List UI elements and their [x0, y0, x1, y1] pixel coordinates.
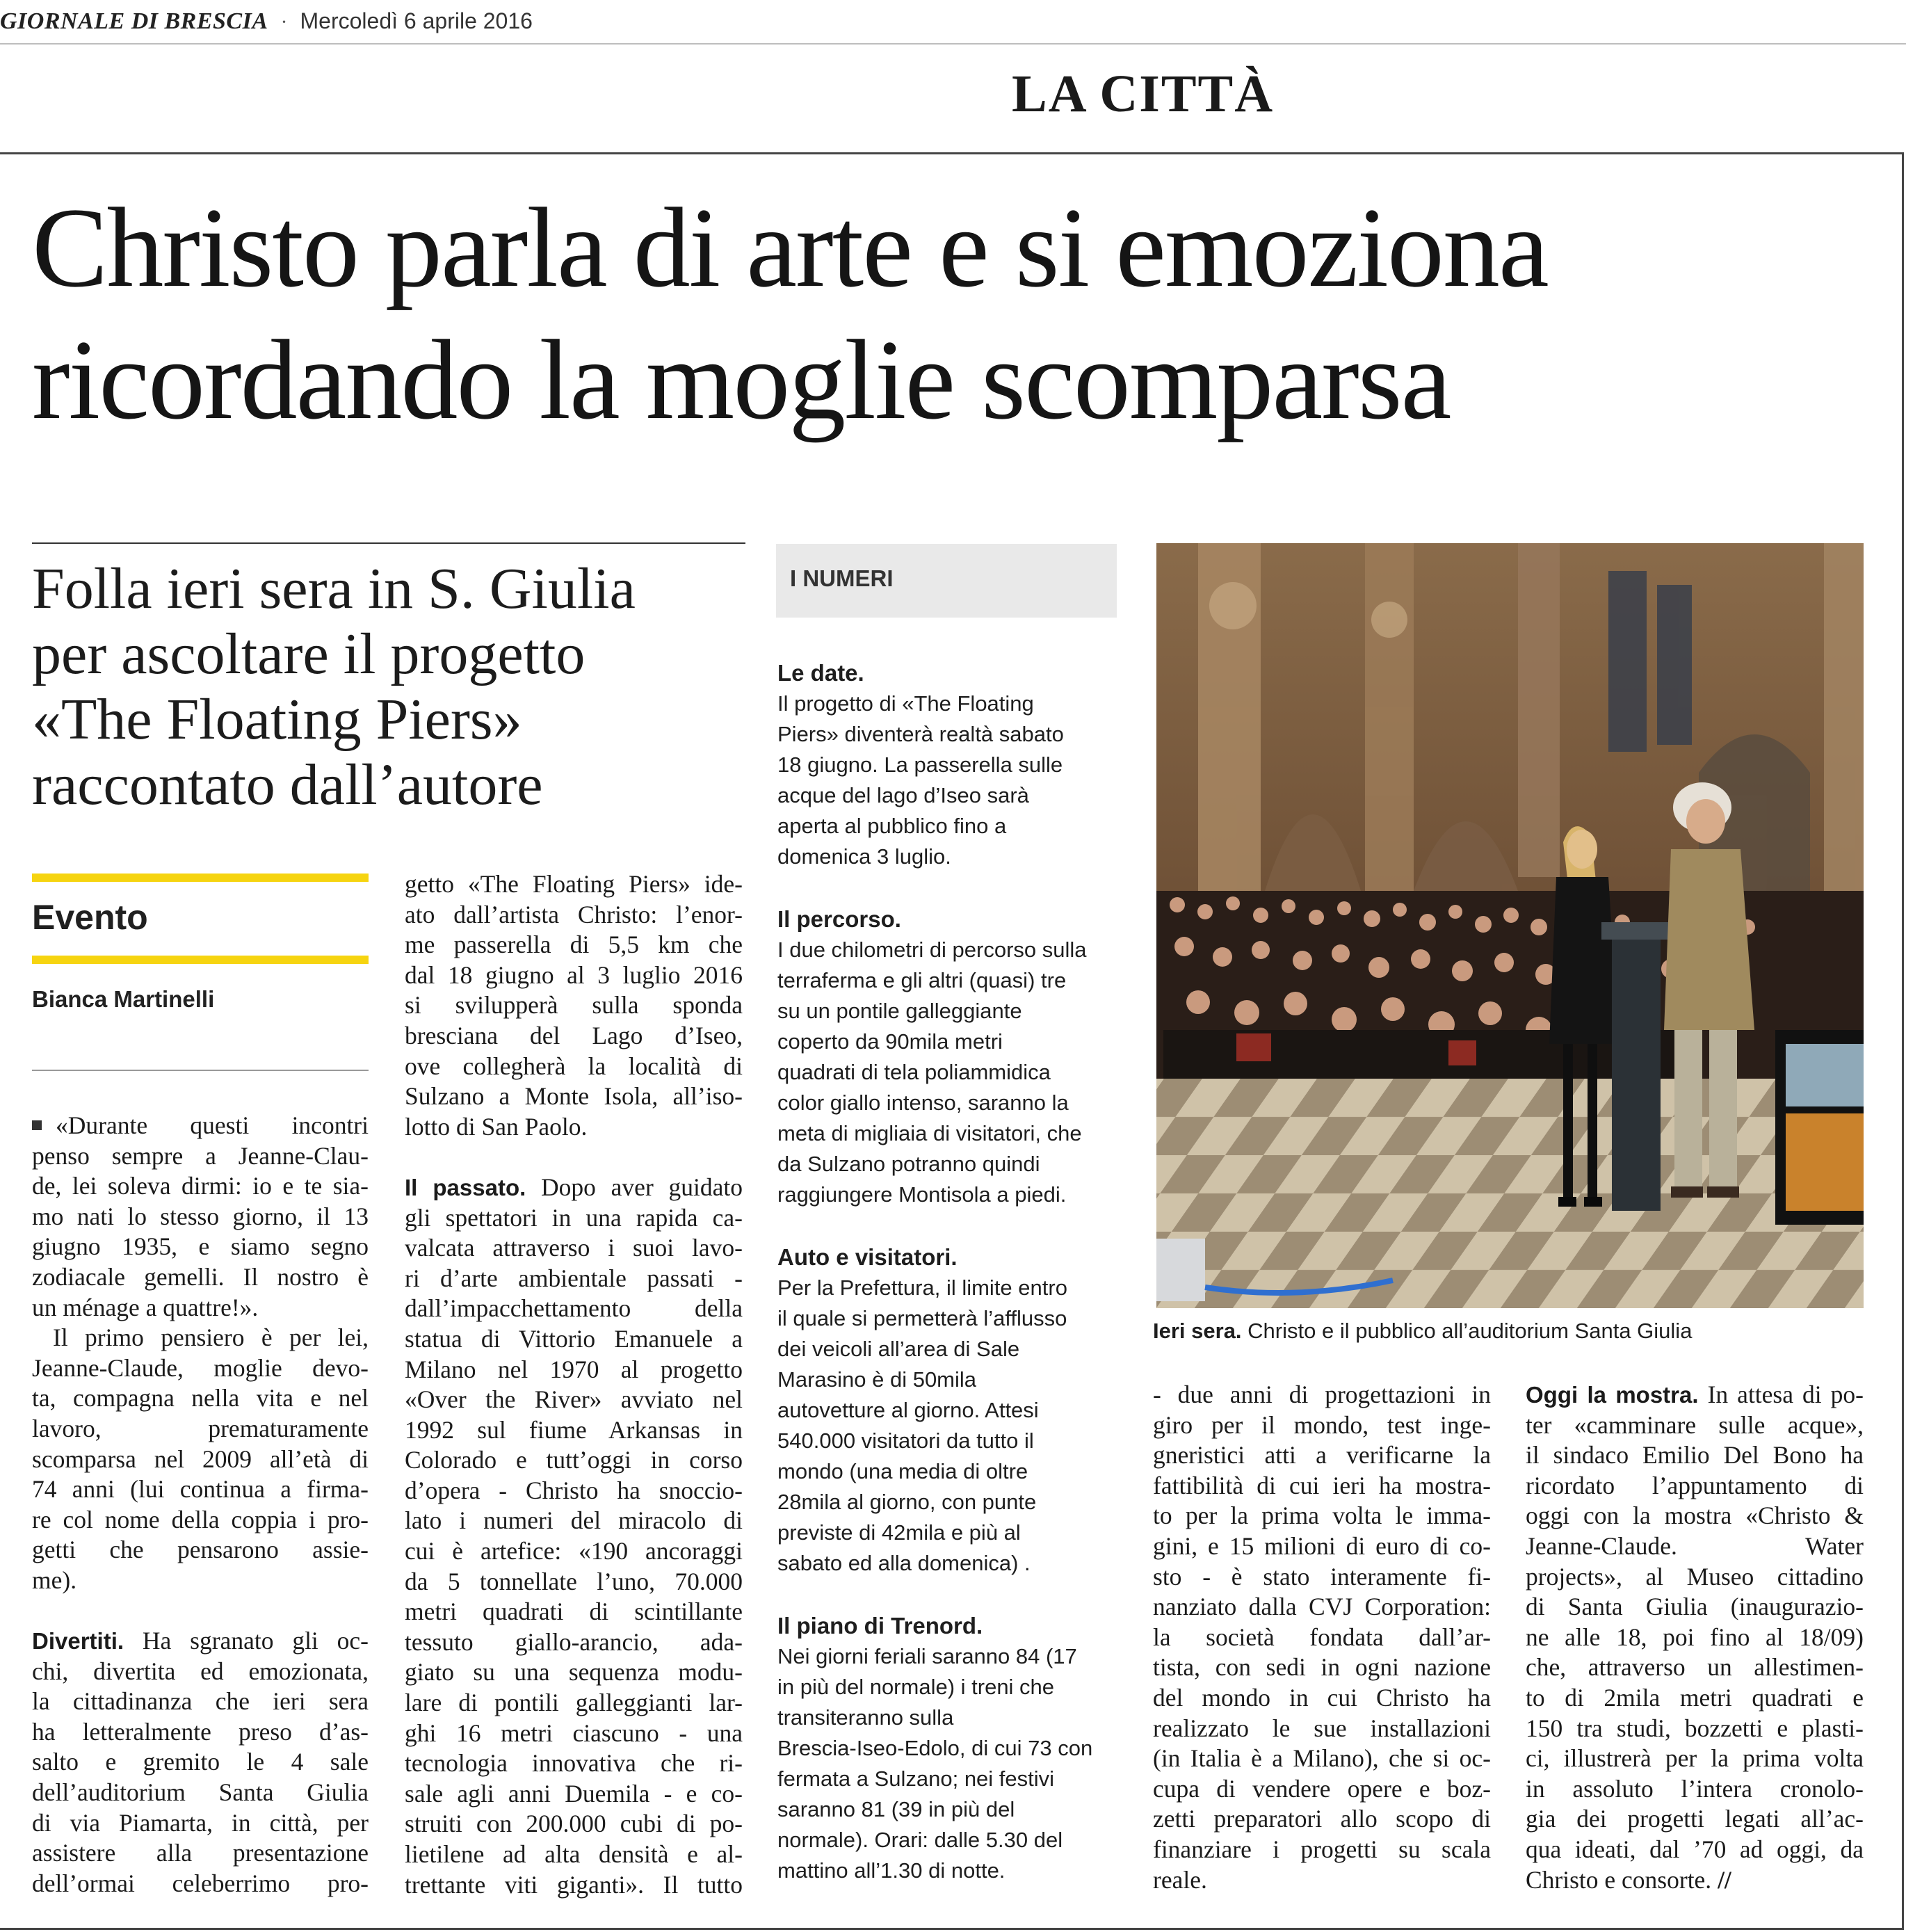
end-mark: // [1711, 1865, 1731, 1894]
text-line: Sulzano a Monte Isola, all’iso- [405, 1082, 743, 1111]
numbers-heading: Il percorso. [777, 906, 901, 932]
text-line: oggi con la mostra «Christo & [1526, 1502, 1864, 1530]
text-line: «Over the River» avviato nel [405, 1385, 743, 1414]
numbers-line: 18 giugno. La passerella sulle [777, 752, 1063, 777]
numbers-line: meta di migliaia di visitatori, che [777, 1121, 1082, 1145]
text-line: d’opera - Christo ha snoccio- [405, 1476, 743, 1504]
text-line: «Durante questi incontri [32, 1111, 369, 1141]
text-line: Divertiti. Ha sgranato gli oc- [32, 1627, 369, 1655]
text-line: dall’impacchettamento della [405, 1294, 743, 1323]
text-line: realizzato le sue installazioni [1153, 1714, 1491, 1742]
numbers-line: 540.000 visitatori da tutto il [777, 1428, 1034, 1453]
article-column-1 [32, 1111, 369, 1899]
text-line: ri d’arte ambientale passati - [405, 1264, 743, 1292]
text-line: me). [32, 1565, 77, 1594]
text-line: si svilupperà sulla sponda [405, 991, 743, 1020]
text-line: chi, divertita ed emozionata, [32, 1657, 369, 1685]
text-line: che, attraverso un allestimen- [1526, 1653, 1864, 1682]
subheadline-line: raccontato dall’autore [32, 752, 543, 817]
numbers-line: quadrati di tela poliammidica [777, 1060, 1051, 1084]
numbers-line: transiteranno sulla [777, 1705, 954, 1730]
bullet-square-icon [32, 1120, 42, 1130]
text-line: finanziare i progetti su scala [1153, 1835, 1491, 1863]
text-line: lato i numeri del miracolo di [405, 1506, 743, 1535]
numbers-line: Piers» diventerà realtà sabato [777, 722, 1064, 746]
numbers-line: Per la Prefettura, il limite entro [777, 1275, 1067, 1300]
text-line: gia dei progetti legati all’ac- [1526, 1805, 1864, 1833]
numbers-line: Brescia-Iseo-Edolo, di cui 73 con [777, 1736, 1093, 1760]
text-line: sale agli anni Duemila - e co- [405, 1779, 743, 1808]
numbers-line: terraferma e gli altri (quasi) tre [777, 968, 1067, 992]
text-line: scomparsa nel 2009 all’età di [32, 1444, 369, 1473]
text-line: giro per il mondo, test inge- [1153, 1410, 1491, 1439]
subheadline-rule [32, 542, 745, 544]
text-line: cupa di vendere opere e boz- [1153, 1774, 1491, 1803]
newspaper-name: GIORNALE DI BRESCIA [0, 8, 268, 34]
subheadline [32, 556, 748, 818]
text-line: giugno 1935, e siamo segno [32, 1232, 369, 1261]
subheadline-line: «The Floating Piers» [32, 687, 522, 752]
text-line: del mondo in cui Christo ha [1153, 1683, 1491, 1712]
text-line: la società fondata dall’ar- [1153, 1623, 1491, 1651]
paragraph-lead: Il passato. [405, 1174, 526, 1200]
text-line: getti che pensarono assie- [32, 1536, 369, 1564]
numbers-line: aperta al pubblico fino a [777, 814, 1007, 838]
numbers-line: sabato ed alla domenica) . [777, 1551, 1031, 1575]
numbers-heading: Auto e visitatori. [777, 1244, 958, 1270]
numbers-line: saranno 81 (39 in più del [777, 1797, 1015, 1821]
text-line: Il passato. Dopo aver guidato [405, 1173, 743, 1201]
numbers-heading: Il piano di Trenord. [777, 1613, 983, 1639]
numbers-line: il quale si permetterà l’afflusso [777, 1306, 1067, 1330]
numbers-line: 28mila al giorno, con punte [777, 1490, 1037, 1514]
numbers-line: autovetture al giorno. Attesi [777, 1398, 1039, 1422]
kicker-bar-bottom [32, 956, 369, 964]
paragraph-lead: Divertiti. [32, 1628, 124, 1655]
text-line: di Santa Giulia (inaugurazio- [1526, 1593, 1864, 1621]
article-column-4 [1526, 1380, 1864, 1895]
numbers-box-label: I NUMERI [790, 565, 894, 591]
text-line: to per la prima volta le imma- [1153, 1502, 1491, 1530]
text-line: projects», al Museo cittadino [1526, 1562, 1864, 1591]
text-line: bresciana del Lago d’Iseo, [405, 1021, 743, 1049]
headline-line: Christo parla di arte e si emoziona [32, 185, 1548, 311]
text-line: cui è artefice: «190 ancoraggi [405, 1537, 743, 1565]
numbers-line: mattino all’1.30 di notte. [777, 1858, 1006, 1883]
kicker: Evento [32, 898, 148, 937]
text-line: sto - è stato interamente fi- [1153, 1562, 1491, 1591]
numbers-line: normale). Orari: dalle 5.30 del [777, 1828, 1063, 1852]
subheadline-line: per ascoltare il progetto [32, 622, 585, 686]
text-line: lietilene ad alta densità e al- [405, 1840, 743, 1868]
numbers-line: raggiungere Montisola a piedi. [777, 1182, 1067, 1207]
text-line: ricordato l’appuntamento di [1526, 1471, 1864, 1499]
numbers-line: previste di 42mila e più al [777, 1520, 1021, 1545]
text-line: struiti con 200.000 cubi di po- [405, 1810, 743, 1838]
text-line: assistere alla presentazione [32, 1839, 369, 1867]
text-line: Jeanne-Claude. Water [1526, 1531, 1864, 1560]
text-line: - due anni di progettazioni in [1153, 1380, 1491, 1408]
numbers-line: coperto da 90mila metri [777, 1029, 1003, 1054]
text-line: Jeanne-Claude, moglie devo- [32, 1353, 369, 1382]
text-line: reale. [1153, 1865, 1207, 1894]
caption-text: Christo e il pubblico all’auditorium Santa Giulia [1241, 1319, 1693, 1343]
article-column-3 [1153, 1380, 1491, 1895]
masthead-separator: · [280, 10, 288, 33]
text-line: Il primo pensiero è per lei, [53, 1323, 369, 1352]
photo-audience [1156, 891, 1864, 1079]
numbers-line: Nei giorni feriali saranno 84 (17 [777, 1644, 1077, 1668]
text-line: dell’ormai celeberrimo pro- [32, 1869, 369, 1897]
text-line: ta, compagna nella vita e nel [32, 1384, 369, 1412]
photo-floor [1156, 1072, 1864, 1308]
numbers-line: da Sulzano potranno quindi [777, 1152, 1040, 1176]
section-title: LA CITTÀ [1012, 65, 1275, 123]
text-line: getto «The Floating Piers» ide- [405, 870, 743, 898]
subheadline-line: Folla ieri sera in S. Giulia [32, 556, 636, 621]
numbers-line: mondo (una media di oltre [777, 1459, 1028, 1483]
text-line: to di 2mila metri quadrati e [1526, 1683, 1864, 1712]
text-line: de, lei soleva dirmi: io e te sia- [32, 1172, 369, 1200]
text-line: lotto di San Paolo. [405, 1112, 588, 1141]
text-line: tista, con sedi in ogni nazione [1153, 1653, 1491, 1682]
text-line: Colorado e tutt’oggi in corso [405, 1446, 743, 1474]
text-line: zetti preparatori allo scopo di [1153, 1805, 1491, 1833]
text-line: salto e gremito le 4 sale [32, 1748, 369, 1776]
numbers-block-dates [777, 658, 1118, 872]
headline-line: ricordando la moglie scomparsa [32, 317, 1451, 443]
text-line: penso sempre a Jeanne-Clau- [32, 1141, 369, 1170]
text-line: (in Italia è a Milano), che si oc- [1153, 1744, 1491, 1773]
article-photo [1156, 543, 1864, 1308]
text-line: il sindaco Emilio Del Bono ha [1526, 1441, 1864, 1470]
text-line: nanziato dalla CVJ Corporation: [1153, 1593, 1491, 1621]
text-line: tessuto giallo-arancio, ada- [405, 1627, 743, 1656]
text-line: ne alle 18, poi fino al 18/09) [1526, 1623, 1864, 1651]
text-line: gneristici atti a verificarne la [1153, 1441, 1491, 1470]
text-line: di via Piamarta, in città, per [32, 1808, 369, 1837]
text-line: trettante viti giganti». Il tutto [405, 1870, 743, 1899]
headline [32, 182, 1868, 446]
numbers-heading: Le date. [777, 660, 864, 686]
text-line: ove collegherà la località di [405, 1052, 743, 1080]
text-line: 1992 sul fiume Arkansas in [405, 1415, 743, 1444]
text-line: re col nome della coppia i pro- [32, 1505, 369, 1533]
text-line: da 5 tonnellate l’uno, 70.000 [405, 1567, 743, 1595]
text-line: metri quadrati di scintillante [405, 1597, 743, 1626]
photo-caption [1153, 1319, 1692, 1344]
text-line: me passerella di 5,5 km che [405, 931, 743, 959]
text-line: zodiacale gemelli. Il nostro è [32, 1262, 369, 1291]
photo-monitor [1775, 1030, 1864, 1225]
numbers-block-visitors [777, 1242, 1118, 1579]
numbers-line: in più del normale) i treni che [777, 1675, 1055, 1699]
text-line: giato su una sequenza modu- [405, 1658, 743, 1687]
numbers-line: Marasino è di 50mila [777, 1367, 977, 1392]
text-line: Oggi la mostra. In attesa di po- [1526, 1380, 1864, 1408]
numbers-line: I due chilometri di percorso sulla [777, 937, 1087, 962]
numbers-line: acque del lago d’Iseo sarà [777, 783, 1029, 807]
text-line: mo nati lo stesso giorno, il 13 [32, 1202, 369, 1230]
text-line: ci, illustrerà per la prima volta [1526, 1744, 1864, 1773]
numbers-line: dei veicoli all’area di Sale [777, 1337, 1020, 1361]
caption-lead: Ieri sera. [1153, 1319, 1242, 1343]
text-line: Christo e consorte. // [1526, 1865, 1731, 1894]
numbers-line: color giallo intenso, saranno la [777, 1090, 1069, 1115]
text-line: valcata attraverso i suoi lavo- [405, 1234, 743, 1262]
article-column-2 [405, 869, 743, 1900]
numbers-block-route [777, 904, 1118, 1210]
paragraph-lead: Oggi la mostra. [1526, 1382, 1699, 1408]
numbers-line: Il progetto di «The Floating [777, 691, 1034, 716]
text-line: ter «camminare sulle acque», [1526, 1410, 1864, 1439]
text-line: fattibilità di cui ieri ha mostra- [1153, 1471, 1491, 1499]
numbers-line: fermata a Sulzano; nei festivi [777, 1766, 1055, 1791]
numbers-line: domenica 3 luglio. [777, 844, 951, 869]
text-line: ghi 16 metri ciascuno - una [405, 1718, 743, 1747]
byline: Bianca Martinelli [32, 986, 215, 1012]
masthead [0, 8, 533, 42]
text-line: statua di Vittorio Emanuele a [405, 1324, 743, 1353]
numbers-block-trenord [777, 1611, 1118, 1886]
text-line: un ménage a quattre!». [32, 1293, 259, 1321]
text-line: qua ideati, dal ’70 ad oggi, da [1526, 1835, 1864, 1863]
text-line: ha letteralmente preso d’as- [32, 1717, 369, 1746]
text-line: gli spettatori in una rapida ca- [405, 1203, 743, 1232]
text-line: Milano nel 1970 al progetto [405, 1355, 743, 1383]
text-line: 150 tra studi, bozzetti e plasti- [1526, 1714, 1864, 1742]
text-line: tecnologia innovativa che ri- [405, 1749, 743, 1778]
text-line: lavoro, prematuramente [32, 1414, 369, 1442]
kicker-bar-top [32, 874, 369, 882]
masthead-rule [0, 43, 1906, 45]
text-line: 74 anni (lui continua a firma- [32, 1475, 369, 1504]
text-line: dell’auditorium Santa Giulia [32, 1778, 369, 1807]
text-line: gini, e 15 milioni di euro di co- [1153, 1531, 1491, 1560]
byline-rule [32, 1070, 369, 1071]
text-line: ato dall’artista Christo: l’enor- [405, 900, 743, 928]
text-line: in assoluto l’intera cronolo- [1526, 1774, 1864, 1803]
numbers-line: su un pontile galleggiante [777, 999, 1022, 1023]
issue-date: Mercoledì 6 aprile 2016 [300, 8, 533, 33]
text-line: la cittadinanza che ieri sera [32, 1687, 369, 1716]
text-line: lare di pontili galleggianti lar- [405, 1689, 743, 1717]
text-line: dal 18 giugno al 3 luglio 2016 [405, 960, 743, 989]
